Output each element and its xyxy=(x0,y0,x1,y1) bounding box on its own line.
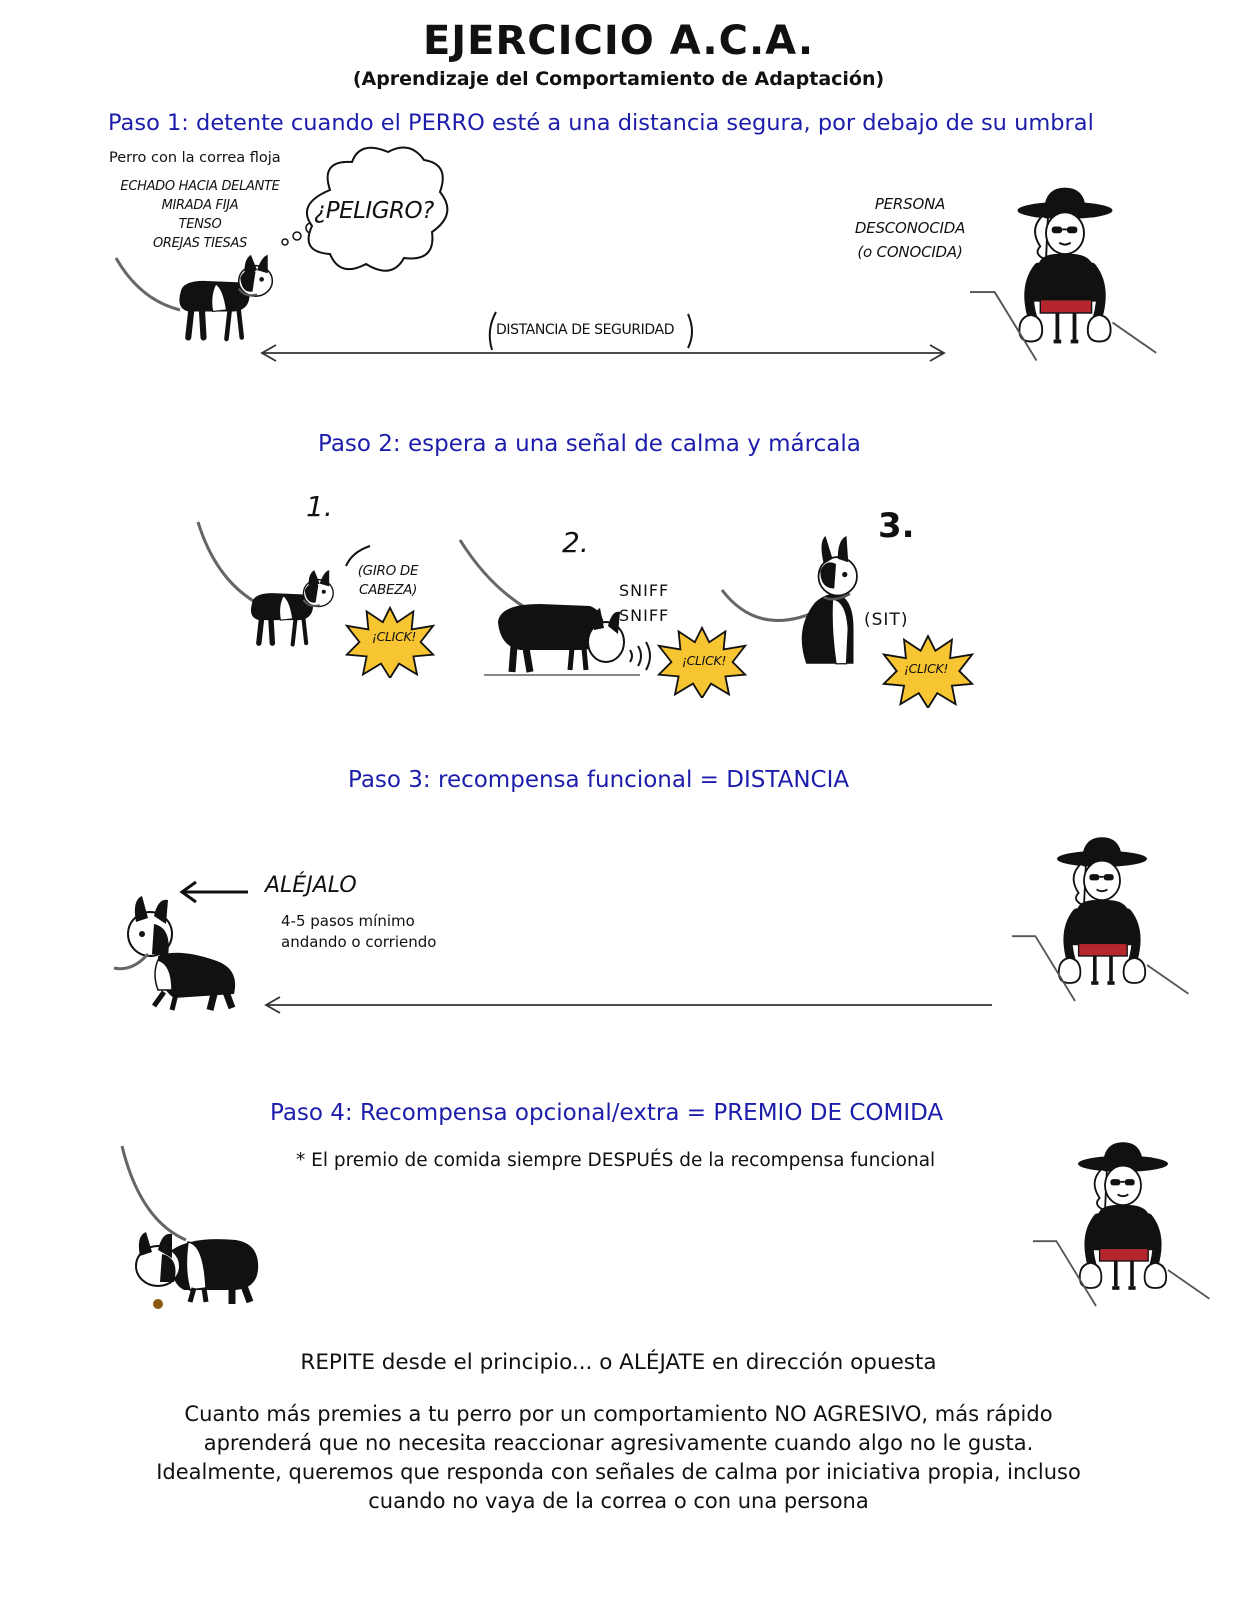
person-illustration xyxy=(1033,1142,1209,1306)
sniffing-dog-head xyxy=(588,622,624,662)
person-label-line: PERSONA xyxy=(874,195,946,213)
sitting-dog-illustration xyxy=(802,536,857,664)
leash-note: Perro con la correa floja xyxy=(109,150,281,166)
food-note: * El premio de comida siempre DESPUÉS de la recompensa funcional xyxy=(296,1150,936,1171)
move-away-detail xyxy=(281,911,436,953)
repeat-instruction: REPITE desde el principio... o ALÉJATE en dirección opuesta xyxy=(300,1350,937,1375)
head-turn-label-line: CABEZA) xyxy=(358,582,418,598)
closing-paragraph xyxy=(0,1400,1237,1516)
head-turn-label xyxy=(348,562,428,600)
signal-number-1: 1. xyxy=(306,490,333,523)
person-label-line: (o CONOCIDA) xyxy=(857,243,963,261)
person-illustration xyxy=(1012,837,1188,1001)
dog-leg xyxy=(584,648,586,670)
move-away-detail-line: 4-5 pasos mínimo xyxy=(281,912,415,930)
distance-label: DISTANCIA DE SEGURIDAD xyxy=(496,322,675,338)
signal-number-2: 2. xyxy=(562,526,589,559)
person-label xyxy=(840,192,980,264)
click-label: ¡CLICK! xyxy=(371,629,417,644)
page-title: EJERCICIO A.C.A. xyxy=(422,18,815,64)
person-label-line: DESCONOCIDA xyxy=(854,219,966,237)
step1-heading: Paso 1: detente cuando el PERRO esté a una distancia segura, por debajo de su umbral xyxy=(108,110,1094,136)
head-turn-label-line: (GIRO DE xyxy=(357,563,419,579)
closing-line: cuando no vaya de la correa o con una persona xyxy=(368,1489,869,1513)
sniff-lines xyxy=(630,642,650,670)
thought-text: ¿PELIGRO? xyxy=(314,198,434,224)
closing-line: Cuanto más premies a tu perro por un comportamiento NO AGRESIVO, más rápido xyxy=(184,1402,1053,1426)
thought-dot xyxy=(282,239,288,245)
distance-bracket-right xyxy=(688,314,692,348)
walking-dog-illustration xyxy=(114,896,235,1010)
dog-leg xyxy=(512,646,514,672)
food-treat xyxy=(153,1299,163,1309)
step2-heading: Paso 2: espera a una señal de calma y márcala xyxy=(318,431,861,457)
posture-item: TENSO xyxy=(178,217,222,232)
step3-heading: Paso 3: recompensa funcional = DISTANCIA xyxy=(348,767,850,793)
alert-dog-illustration xyxy=(179,255,272,339)
move-away-label: ALÉJALO xyxy=(265,873,357,898)
signal-number-3: 3. xyxy=(878,506,915,546)
eating-dog-illustration xyxy=(136,1232,258,1309)
head-turn-dog-illustration xyxy=(251,570,333,644)
leash-line xyxy=(116,258,180,310)
step4-heading: Paso 4: Recompensa opcional/extra = PREMIO DE COMIDA xyxy=(270,1100,944,1126)
sniff-label-line: SNIFF xyxy=(619,606,670,625)
page-subtitle: (Aprendizaje del Comportamiento de Adaptación) xyxy=(352,68,885,90)
click-label: ¡CLICK! xyxy=(681,653,727,668)
leash-line xyxy=(122,1146,186,1240)
thought-dot xyxy=(293,232,301,240)
dog-leg xyxy=(570,648,572,670)
posture-item: OREJAS TIESAS xyxy=(152,236,248,251)
sniff-label-line: SNIFF xyxy=(619,581,670,600)
sniff-label xyxy=(619,578,669,628)
closing-line: Idealmente, queremos que responda con señales de calma por iniciativa propia, incluso xyxy=(156,1460,1081,1484)
closing-line: aprenderá que no necesita reaccionar agresivamente cuando algo no le gusta. xyxy=(203,1431,1034,1455)
dog-leg xyxy=(526,648,530,672)
click-label: ¡CLICK! xyxy=(903,661,949,676)
sit-label: (SIT) xyxy=(864,610,909,630)
posture-item: MIRADA FIJA xyxy=(161,198,239,213)
move-away-detail-line: andando o corriendo xyxy=(281,933,437,951)
person-illustration xyxy=(970,188,1156,361)
posture-item: ECHADO HACIA DELANTE xyxy=(120,179,280,194)
